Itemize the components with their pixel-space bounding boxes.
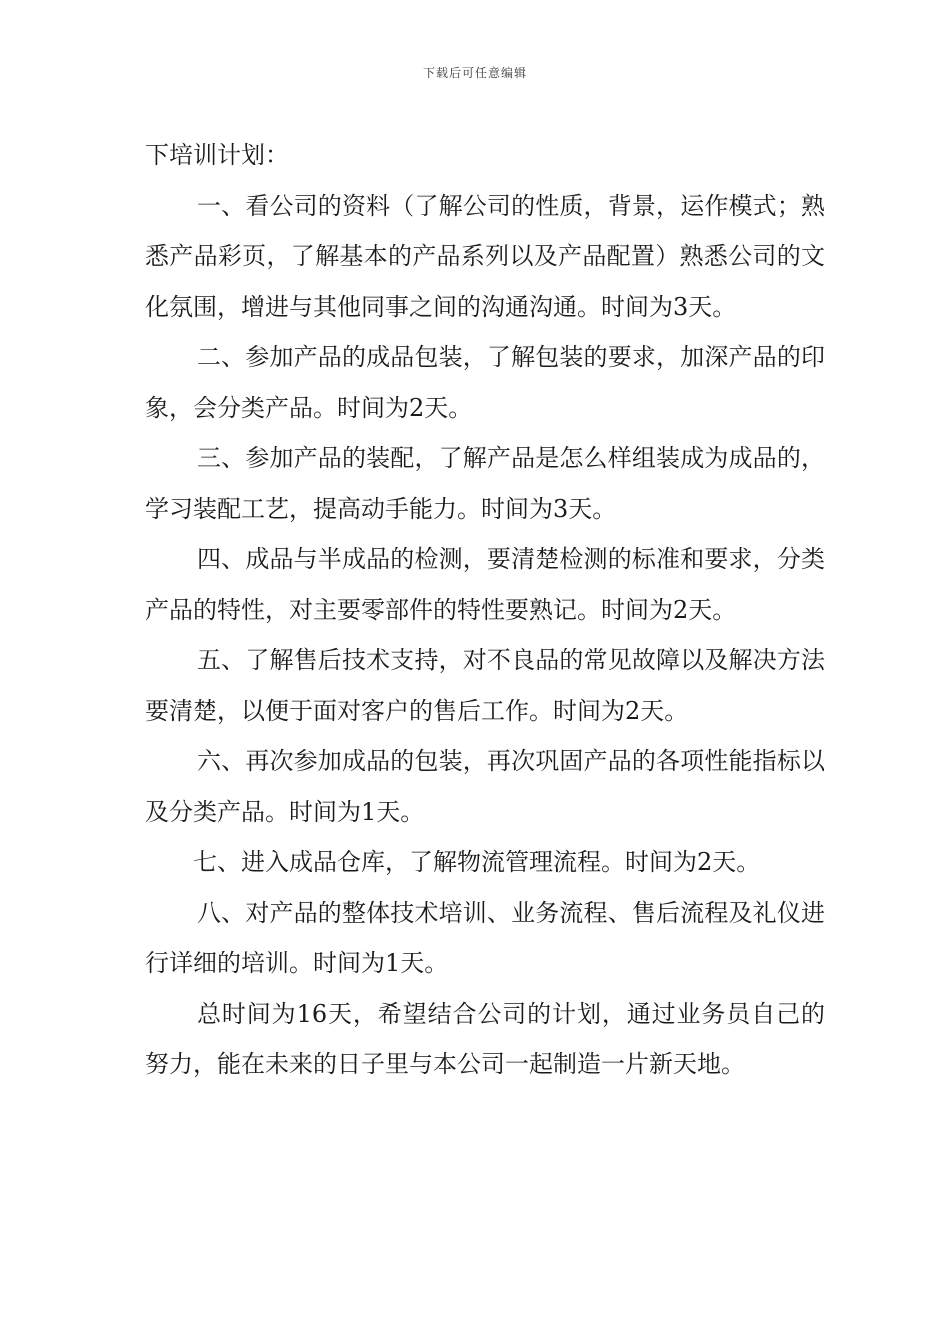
paragraph-5: 五、了解售后技术支持，对不良品的常见故障以及解决方法要清楚，以便于面对客户的售后工作。时间为2天。: [145, 646, 825, 725]
paragraph-8: 八、对产品的整体技术培训、业务流程、售后流程及礼仪进行详细的培训。时间为1天。: [145, 898, 825, 977]
page-header: 下载后可任意编辑: [422, 66, 527, 80]
paragraph-6: 六、再次参加成品的包装，再次巩固产品的各项性能指标以及分类产品。时间为1天。: [145, 747, 825, 826]
paragraph-2: 二、参加产品的成品包装，了解包装的要求，加深产品的印象，会分类产品。时间为2天。: [145, 343, 825, 422]
paragraph-3: 三、参加产品的装配，了解产品是怎么样组装成为成品的，学习装配工艺，提高动手能力。时间为3天。: [145, 444, 825, 523]
paragraph-4: 四、成品与半成品的检测，要清楚检测的标准和要求，分类产品的特性，对主要零部件的特性要熟记。时间为2天。: [145, 545, 825, 624]
paragraph-7: 七、进入成品仓库，了解物流管理流程。时间为2天。: [193, 848, 761, 876]
intro-line: 下培训计划：: [145, 141, 289, 169]
paragraph-1: 一、看公司的资料（了解公司的性质，背景，运作模式；熟悉产品彩页，了解基本的产品系列以及产品配置）熟悉公司的文化氛围，增进与其他同事之间的沟通沟通。时间为3天。: [145, 191, 825, 321]
document-body: [145, 130, 825, 1090]
paragraph-summary: 总时间为16天，希望结合公司的计划，通过业务员自己的努力，能在未来的日子里与本公司一起制造一片新天地。: [145, 999, 825, 1078]
